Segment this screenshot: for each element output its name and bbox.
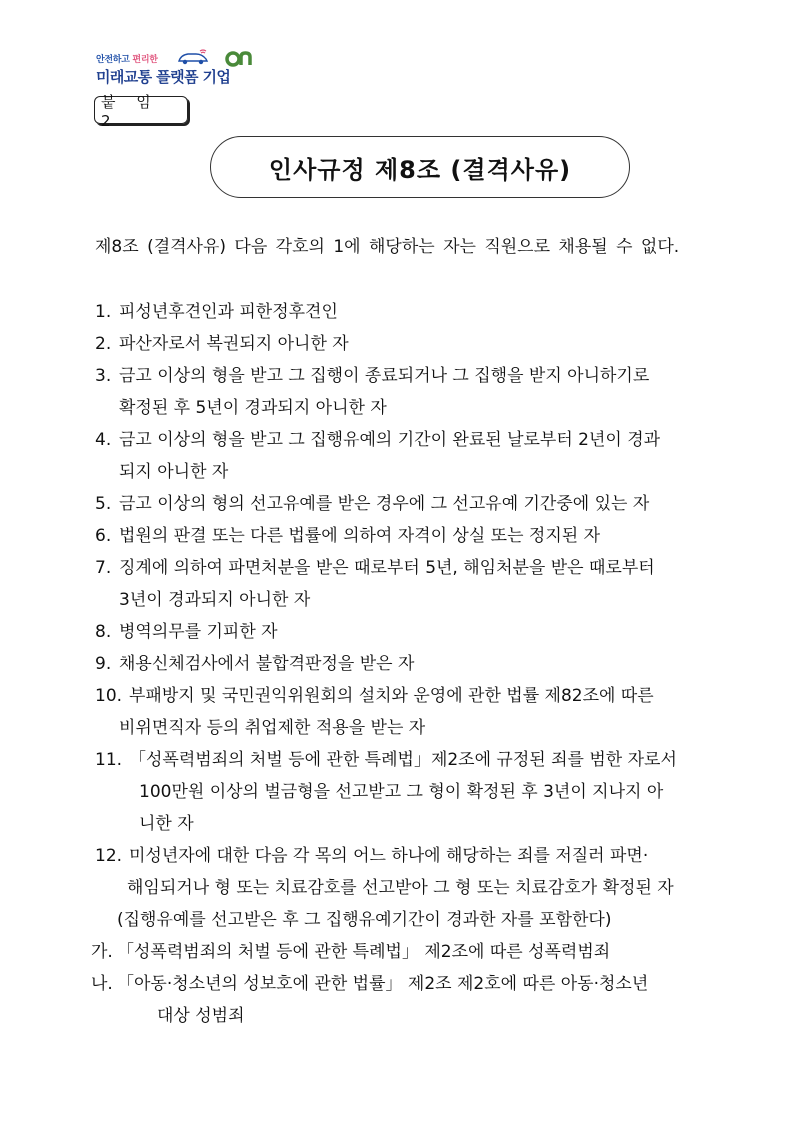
item-number: 5. [95,494,112,514]
item-number: 8. [95,622,112,642]
list-item [95,328,755,360]
item-text-line: 3년이 경과되지 아니한 자 [119,590,311,610]
logo-tagline-highlight: 편리한 [132,55,158,65]
disqualification-list [95,296,755,936]
item-text-line: 해임되거나 형 또는 치료감호를 선고받아 그 형 또는 치료감호가 확정된 자 [127,878,674,898]
item-text-line: 채용신체검사에서 불합격판정을 받은 자 [119,654,415,674]
sub-clause-number: 나. [91,974,113,994]
item-number: 1. [95,302,112,322]
document-body [91,232,755,1032]
item-text-line: 100만원 이상의 벌금형을 선고받고 그 형이 확정된 후 3년이 지나지 아 [139,782,664,802]
sub-clause-text-line: 대상 성범죄 [157,1006,245,1026]
item-number: 12. [95,846,123,866]
sub-clause-list [91,936,755,1032]
item-text-line: 법원의 판결 또는 다른 법률에 의하여 자격이 상실 또는 정지된 자 [119,526,601,546]
item-number: 9. [95,654,112,674]
list-item [95,840,755,936]
item-number: 11. [95,750,123,770]
item-text-line: 피성년후견인과 피한정후견인 [119,302,338,322]
item-number: 7. [95,558,112,578]
item-number: 6. [95,526,112,546]
item-text-line: 「성폭력범죄의 처벌 등에 관한 특례법」제2조에 규정된 죄를 범한 자로서 [129,750,677,770]
item-text-line: 파산자로서 복권되지 아니한 자 [119,334,349,354]
logo-tagline-prefix: 안전하고 [96,55,133,65]
item-text-line: 금고 이상의 형을 받고 그 집행이 종료되거나 그 집행을 받지 아니하기로 [119,366,650,386]
item-number: 3. [95,366,112,386]
list-item [95,424,755,488]
sub-clause-item [91,968,755,1032]
item-number: 4. [95,430,112,450]
item-text-line: 금고 이상의 형을 받고 그 집행유예의 기간이 완료된 날로부터 2년이 경과 [119,430,661,450]
logo-tagline [96,52,158,65]
sub-clause-text-line: 「아동·청소년의 성보호에 관한 법률」 제2조 제2호에 따른 아동·청소년 [117,974,649,994]
item-number: 10. [95,686,123,706]
list-item [95,296,755,328]
list-item [95,744,755,840]
item-text-line: 비위면직자 등의 취업제한 적용을 받는 자 [119,718,426,738]
document-title: 인사규정 제8조 (결격사유) [210,136,630,198]
car-icon [176,48,210,66]
list-item [95,360,755,424]
item-number: 2. [95,334,112,354]
item-text-line: 확정된 후 5년이 경과되지 아니한 자 [119,398,387,418]
item-text-line: 니한 자 [139,814,194,834]
item-text-line: 징계에 의하여 파면처분을 받은 때로부터 5년, 해임처분을 받은 때로부터 [119,558,655,578]
item-text-line: 부패방지 및 국민권익위원회의 설치와 운영에 관한 법률 제82조에 따른 [129,686,654,706]
sub-clause-number: 가. [91,942,113,962]
attachment-label: 붙 임 2 [94,96,188,124]
logo-company-name: 미래교통 플랫폼 기업 [96,68,231,86]
item-text-line: 병역의무를 기피한 자 [119,622,278,642]
item-text-line: (집행유예를 선고받은 후 그 집행유예기간이 경과한 자를 포함한다) [117,910,612,930]
list-item [95,680,755,744]
item-text-line: 미성년자에 대한 다음 각 목의 어느 하나에 해당하는 죄를 저질러 파면· [129,846,649,866]
item-text-line: 되지 아니한 자 [119,462,229,482]
list-item [95,520,755,552]
company-logo [96,48,256,96]
list-item [95,552,755,616]
item-text-line: 금고 이상의 형의 선고유예를 받은 경우에 그 선고유예 기간중에 있는 자 [119,494,650,514]
list-item [95,488,755,520]
list-item [95,648,755,680]
article-intro: 제8조 (결격사유) 다음 각호의 1에 해당하는 자는 직원으로 채용될 수 없다. [95,237,680,257]
sub-clause-text-line: 「성폭력범죄의 처벌 등에 관한 특례법」 제2조에 따른 성폭력범죄 [117,942,611,962]
list-item [95,616,755,648]
sub-clause-item [91,936,755,968]
